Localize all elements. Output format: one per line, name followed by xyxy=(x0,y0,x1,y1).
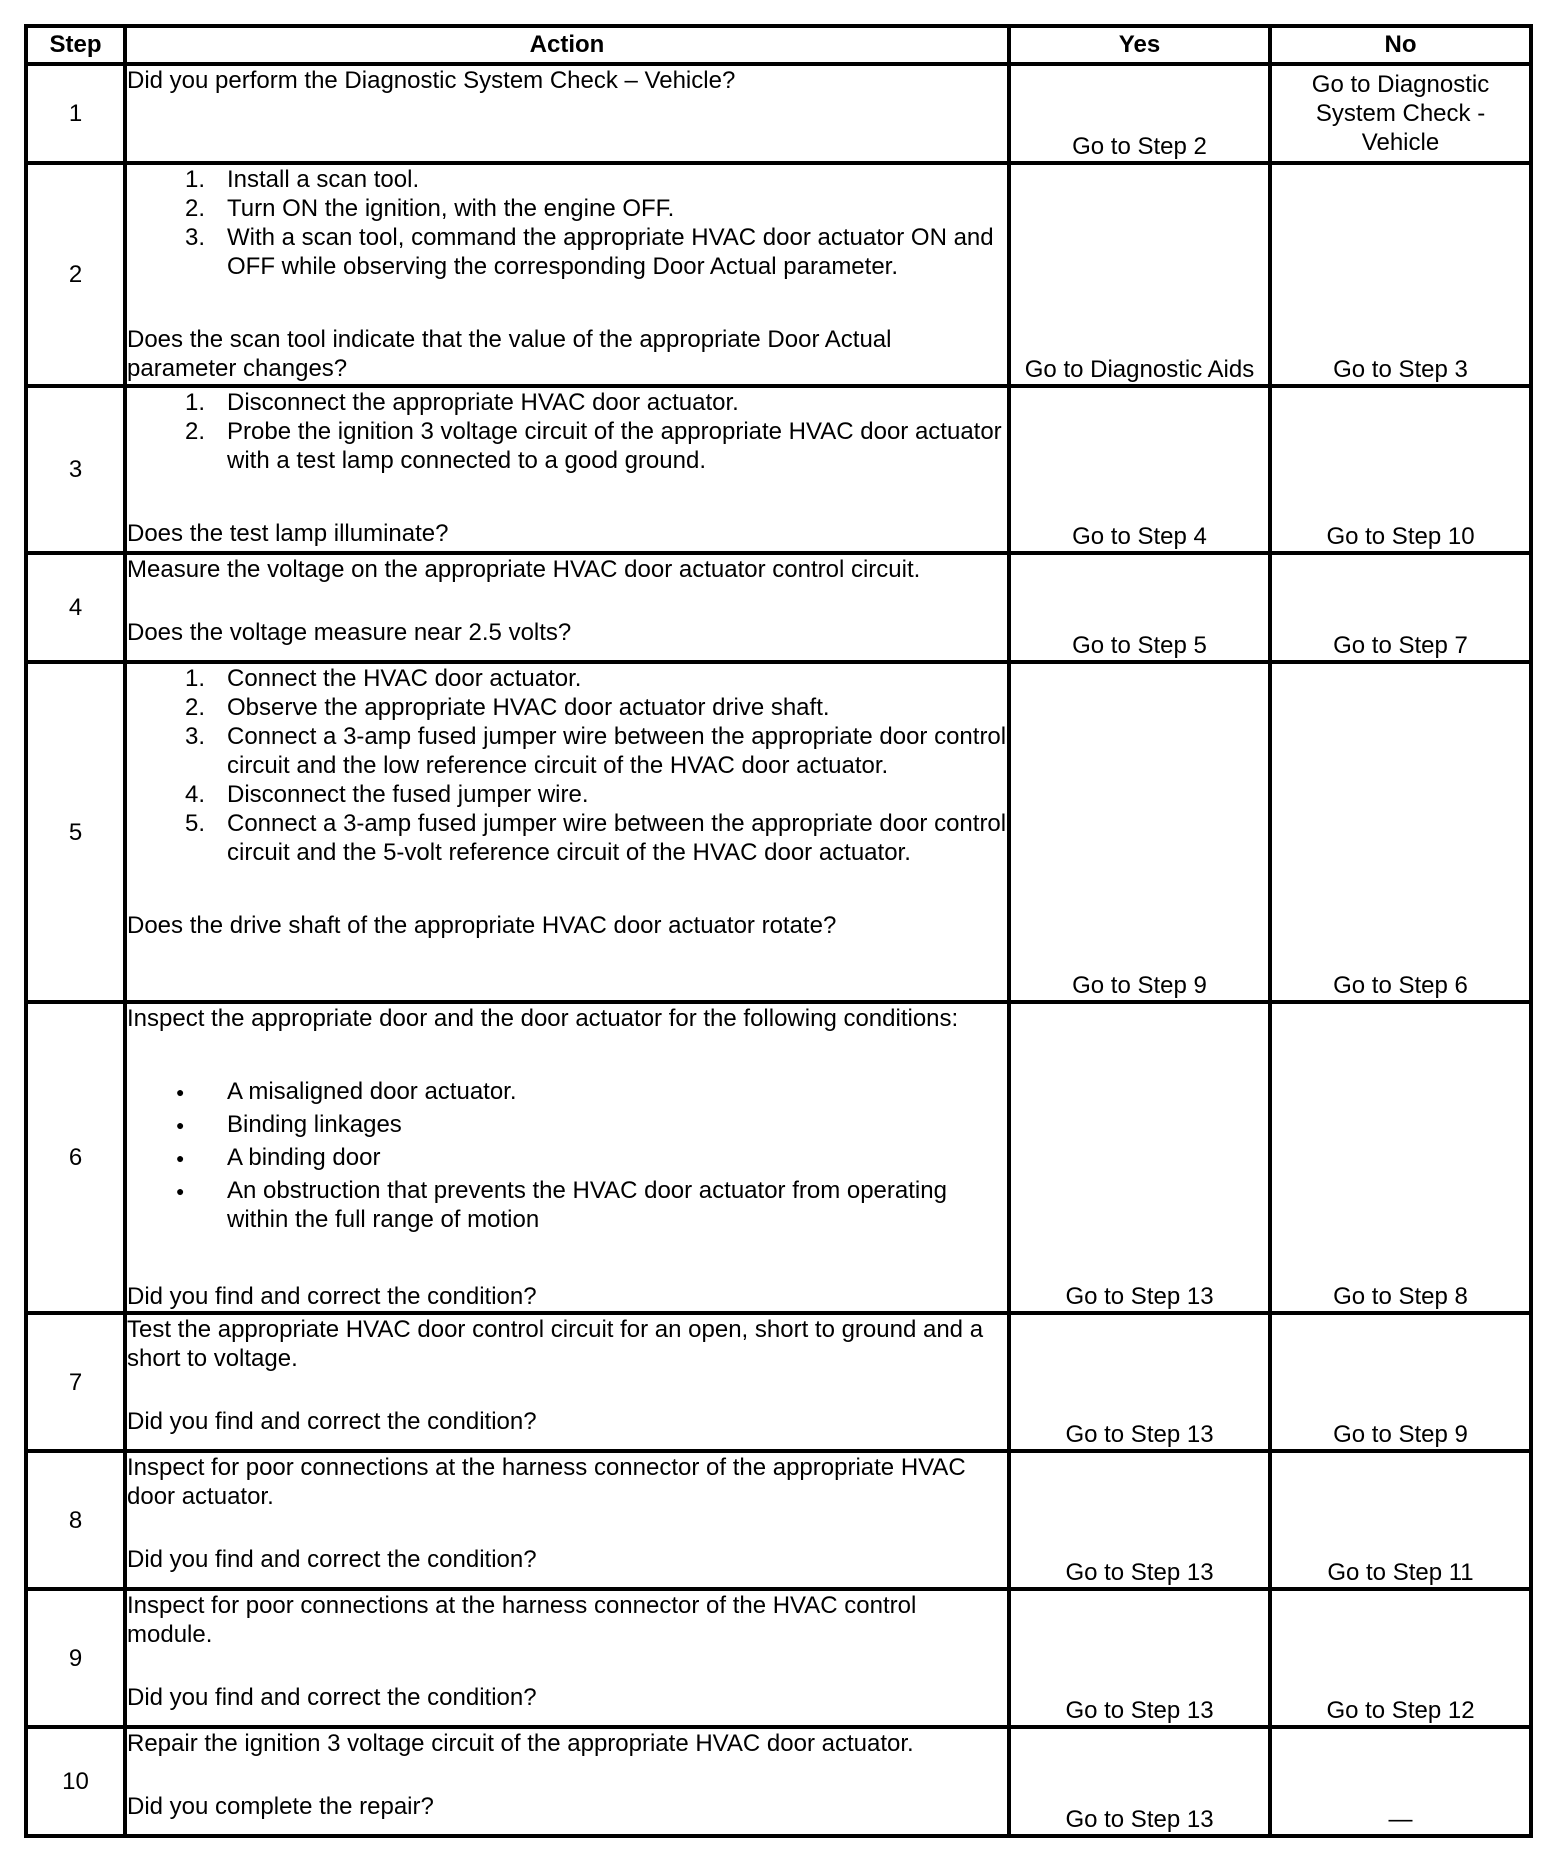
list-item: 1. Install a scan tool. xyxy=(184,166,420,193)
action-text: Did you perform the Diagnostic System Check – Vehicle? xyxy=(127,67,736,94)
question-text: Did you find and correct the condition? xyxy=(127,1546,537,1573)
no-outcome: Go to Step 11 xyxy=(1270,1451,1531,1589)
action-text: Inspect the appropriate door and the door actuator for the following conditions: xyxy=(127,1005,959,1032)
list-item: 2. Turn ON the ignition, with the engine OFF. xyxy=(184,195,675,222)
action-cell xyxy=(125,1727,1009,1836)
question-text: Does the scan tool indicate that the value of the appropriate Door Actual parameter changes? xyxy=(127,326,892,382)
diagnostic-table xyxy=(24,24,1533,1838)
list-item: ● A misaligned door actuator. xyxy=(127,1077,1007,1106)
yes-outcome: Go to Step 13 xyxy=(1009,1002,1270,1313)
table-row xyxy=(26,163,1531,386)
header-no: No xyxy=(1270,26,1531,64)
action-text: Inspect for poor connections at the harness connector of the HVAC control module. xyxy=(127,1592,917,1648)
step-number: 8 xyxy=(26,1451,125,1589)
action-cell xyxy=(125,553,1009,662)
table-row xyxy=(26,553,1531,662)
numbered-list xyxy=(127,165,1007,281)
table-row xyxy=(26,64,1531,163)
question-text: Did you find and correct the condition? xyxy=(127,1283,537,1310)
action-text: Measure the voltage on the appropriate HVAC door actuator control circuit. xyxy=(127,556,921,583)
list-item: ● An obstruction that prevents the HVAC door actuator from operating within the full range of motion xyxy=(127,1176,1007,1234)
no-outcome: Go to Step 6 xyxy=(1270,662,1531,1002)
step-number: 10 xyxy=(26,1727,125,1836)
table-row xyxy=(26,1589,1531,1727)
list-item: 1. Connect the HVAC door actuator. xyxy=(184,665,582,692)
bullet-list xyxy=(127,1077,1007,1234)
header-step: Step xyxy=(26,26,125,64)
action-cell xyxy=(125,662,1009,1002)
no-outcome: — xyxy=(1270,1727,1531,1836)
table-row xyxy=(26,1451,1531,1589)
header-row xyxy=(26,26,1531,64)
action-cell xyxy=(125,64,1009,163)
list-item: 5. Connect a 3-amp fused jumper wire between the appropriate door control circuit and the 5-volt reference circuit of the HVAC door actuator. xyxy=(184,810,1007,866)
yes-outcome: Go to Step 13 xyxy=(1009,1313,1270,1451)
table-row xyxy=(26,1002,1531,1313)
step-number: 3 xyxy=(26,386,125,553)
question-text: Did you find and correct the condition? xyxy=(127,1684,537,1711)
table-row xyxy=(26,662,1531,1002)
list-item: 2. Observe the appropriate HVAC door actuator drive shaft. xyxy=(184,694,830,721)
table-row xyxy=(26,1727,1531,1836)
yes-outcome: Go to Step 13 xyxy=(1009,1589,1270,1727)
question-text: Does the drive shaft of the appropriate HVAC door actuator rotate? xyxy=(127,912,837,939)
header-yes: Yes xyxy=(1009,26,1270,64)
question-text: Did you complete the repair? xyxy=(127,1793,434,1820)
action-text: Inspect for poor connections at the harness connector of the appropriate HVAC door actuator. xyxy=(127,1454,966,1510)
step-number: 9 xyxy=(26,1589,125,1727)
no-outcome: Go to Step 9 xyxy=(1270,1313,1531,1451)
no-outcome: Go to Diagnostic System Check - Vehicle xyxy=(1270,64,1531,163)
action-cell xyxy=(125,1589,1009,1727)
action-cell xyxy=(125,1002,1009,1313)
step-number: 5 xyxy=(26,662,125,1002)
no-outcome: Go to Step 7 xyxy=(1270,553,1531,662)
numbered-list xyxy=(127,664,1007,867)
yes-outcome: Go to Step 9 xyxy=(1009,662,1270,1002)
numbered-list xyxy=(127,388,1007,475)
list-item: 3. With a scan tool, command the appropriate HVAC door actuator ON and OFF while observing the corresponding Door Actual parameter. xyxy=(184,224,994,280)
yes-outcome: Go to Step 5 xyxy=(1009,553,1270,662)
step-number: 2 xyxy=(26,163,125,386)
yes-outcome: Go to Diagnostic Aids xyxy=(1009,163,1270,386)
question-text: Does the voltage measure near 2.5 volts? xyxy=(127,619,572,646)
no-outcome: Go to Step 12 xyxy=(1270,1589,1531,1727)
action-text: Repair the ignition 3 voltage circuit of the appropriate HVAC door actuator. xyxy=(127,1730,914,1757)
list-item: ● Binding linkages xyxy=(127,1110,1007,1139)
list-item: 3. Connect a 3-amp fused jumper wire between the appropriate door control circuit and the low reference circuit of the HVAC door actuator. xyxy=(184,723,1007,779)
yes-outcome: Go to Step 2 xyxy=(1009,64,1270,163)
list-item: 4. Disconnect the fused jumper wire. xyxy=(184,781,589,808)
yes-outcome: Go to Step 13 xyxy=(1009,1727,1270,1836)
table-row xyxy=(26,1313,1531,1451)
action-cell xyxy=(125,1313,1009,1451)
question-text: Does the test lamp illuminate? xyxy=(127,520,449,547)
step-number: 7 xyxy=(26,1313,125,1451)
step-number: 4 xyxy=(26,553,125,662)
yes-outcome: Go to Step 4 xyxy=(1009,386,1270,553)
list-item: ● A binding door xyxy=(127,1143,1007,1172)
list-item: 2. Probe the ignition 3 voltage circuit of the appropriate HVAC door actuator with a test lamp connected to a good ground. xyxy=(184,418,1002,474)
header-action: Action xyxy=(125,26,1009,64)
action-cell xyxy=(125,163,1009,386)
action-cell xyxy=(125,386,1009,553)
step-number: 1 xyxy=(26,64,125,163)
step-number: 6 xyxy=(26,1002,125,1313)
no-outcome: Go to Step 8 xyxy=(1270,1002,1531,1313)
action-cell xyxy=(125,1451,1009,1589)
list-item: 1. Disconnect the appropriate HVAC door actuator. xyxy=(184,389,739,416)
question-text: Did you find and correct the condition? xyxy=(127,1408,537,1435)
no-outcome: Go to Step 10 xyxy=(1270,386,1531,553)
yes-outcome: Go to Step 13 xyxy=(1009,1451,1270,1589)
action-text: Test the appropriate HVAC door control circuit for an open, short to ground and a short to voltage. xyxy=(127,1316,984,1372)
table-row xyxy=(26,386,1531,553)
no-outcome: Go to Step 3 xyxy=(1270,163,1531,386)
